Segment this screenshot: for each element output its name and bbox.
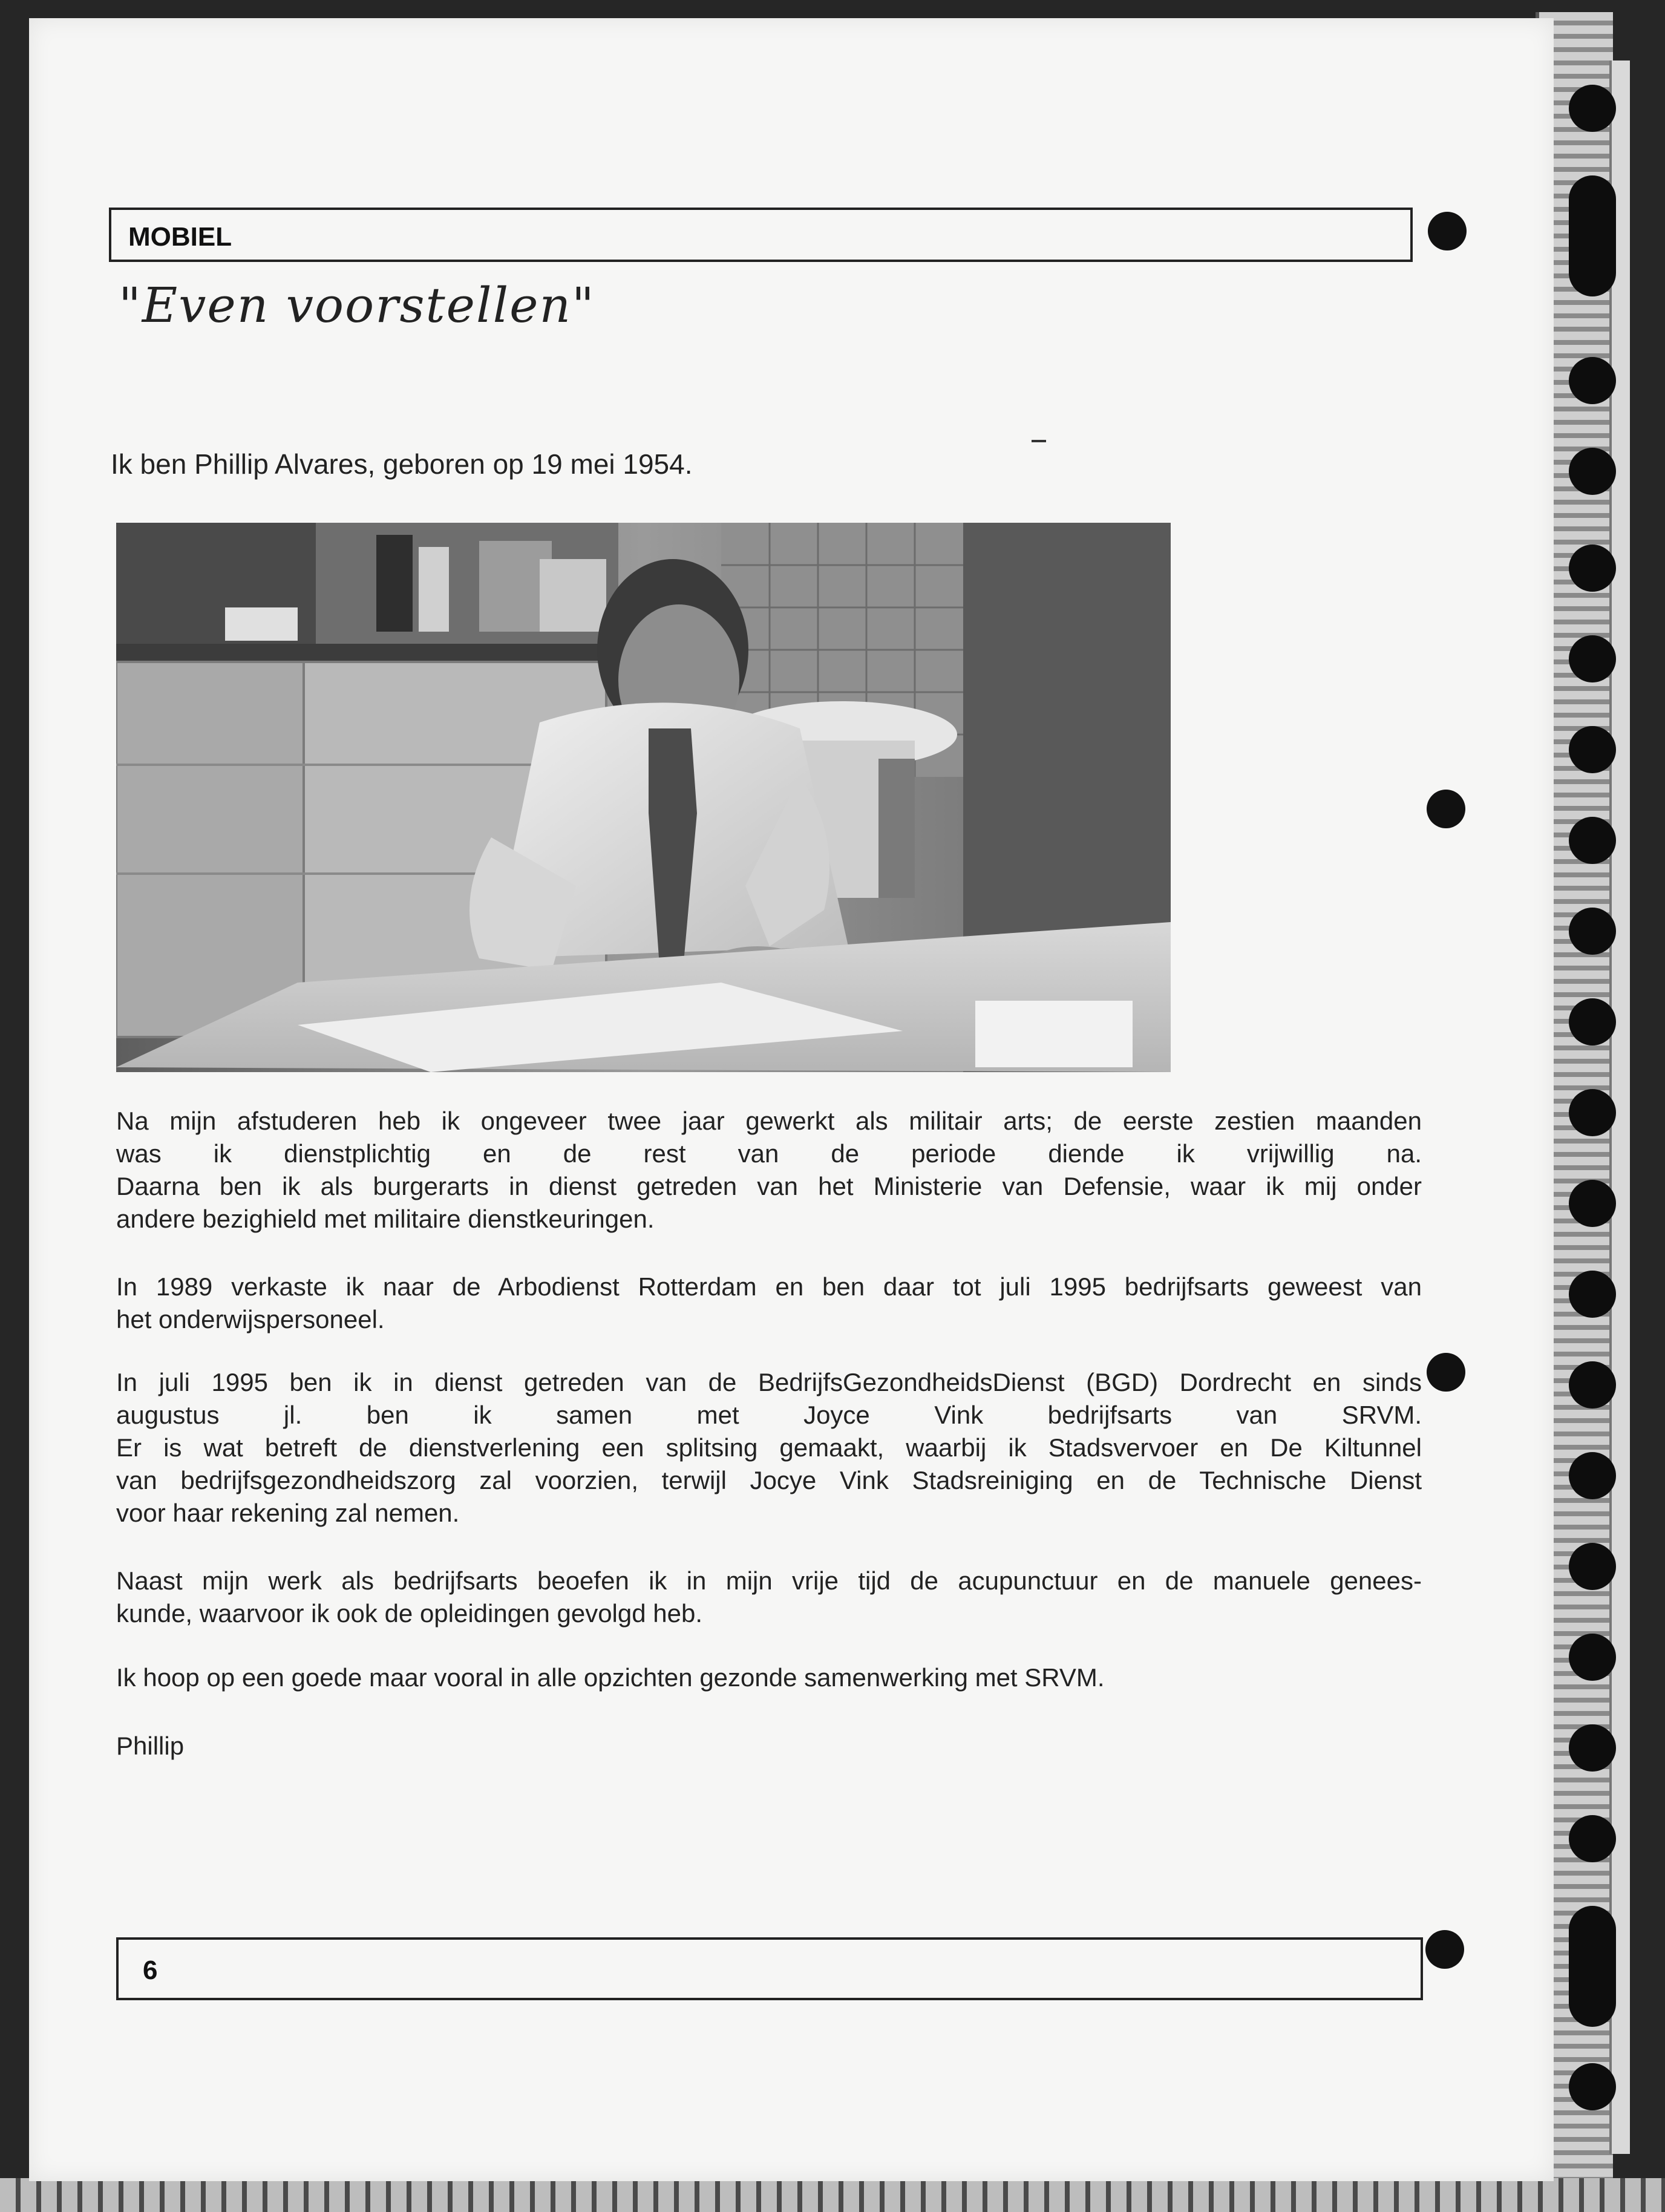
man-at-desk-photo <box>116 523 1171 1072</box>
stray-mark <box>1032 440 1046 442</box>
document-page <box>29 18 1554 2181</box>
sleeve-hole <box>1569 1815 1616 1862</box>
article-heading: "Even voorstellen" <box>119 277 595 333</box>
footer-box <box>116 1937 1423 2000</box>
text-line: In juli 1995 ben ik in dienst getreden van de BedrijfsGezondheidsDienst (BGD) Dordrecht en sinds <box>116 1368 1422 1396</box>
sleeve-hole <box>1569 1634 1616 1681</box>
sleeve-hole <box>1569 2063 1616 2110</box>
text-line: Daarna ben ik als burgerarts in dienst getreden van het Ministerie van Defensie, waar ik mij onder <box>116 1172 1422 1200</box>
text-line: andere bezighield met militaire dienstkeuringen. <box>116 1205 655 1233</box>
text-line: kunde, waarvoor ik ook de opleidingen gevolgd heb. <box>116 1599 703 1628</box>
sleeve-hole <box>1569 998 1616 1045</box>
text-line: was ik dienstplichtig en de rest van de periode diende ik vrijwillig na. <box>116 1139 1422 1168</box>
sleeve-hole <box>1569 908 1616 955</box>
sleeve-hole <box>1569 357 1616 404</box>
sleeve-hole <box>1569 1089 1616 1136</box>
text-line: In 1989 verkaste ik naar de Arbodienst Rotterdam en ben daar tot juli 1995 bedrijfsarts geweest van <box>116 1272 1422 1301</box>
text-line: voor haar rekening zal nemen. <box>116 1499 460 1527</box>
sleeve-slot <box>1569 1906 1616 2027</box>
body-paragraph <box>116 1271 1422 1336</box>
signature-name: Phillip <box>116 1732 185 1760</box>
text-line: van bedrijfsgezondheidszorg zal voorzien, terwijl Jocye Vink Stadsreiniging en de Technische Dienst <box>116 1466 1422 1494</box>
section-label: MOBIEL <box>128 222 232 252</box>
punch-hole <box>1427 790 1465 828</box>
body-paragraph <box>116 1366 1422 1530</box>
page-number: 6 <box>143 1955 158 1985</box>
text-line: augustus jl. ben ik samen met Joyce Vink bedrijfsarts van SRVM. <box>116 1401 1422 1429</box>
sleeve-hole <box>1569 1361 1616 1409</box>
sleeve-hole <box>1569 1724 1616 1772</box>
sheet-protector-bottom-edge <box>0 2178 1665 2212</box>
text-line: Naast mijn werk als bedrijfsarts beoefen ik in mijn vrije tijd de acupunctuur en de manuele genees- <box>116 1566 1422 1595</box>
sleeve-hole <box>1569 1180 1616 1227</box>
intro-sentence: Ik ben Phillip Alvares, geboren op 19 mei 1954. <box>111 448 693 480</box>
sleeve-hole <box>1569 545 1616 592</box>
text-line: Na mijn afstuderen heb ik ongeveer twee jaar gewerkt als militair arts; de eerste zestien maanden <box>116 1107 1422 1135</box>
punch-hole <box>1428 212 1467 250</box>
sleeve-hole <box>1569 817 1616 864</box>
text-line: Er is wat betreft de dienstverlening een splitsing gemaakt, waarbij ik Stadsvervoer en De Kiltunnel <box>116 1433 1422 1462</box>
sleeve-slot <box>1569 175 1616 296</box>
text-line: Ik hoop op een goede maar vooral in alle opzichten gezonde samenwerking met SRVM. <box>116 1663 1105 1692</box>
text-line: het onderwijspersoneel. <box>116 1305 385 1333</box>
punch-hole <box>1427 1353 1465 1392</box>
sleeve-hole <box>1569 85 1616 132</box>
sleeve-hole <box>1569 448 1616 495</box>
sleeve-hole <box>1569 1271 1616 1318</box>
photo-illustration <box>116 523 1171 1072</box>
sleeve-hole <box>1569 635 1616 682</box>
body-paragraph <box>116 1105 1422 1235</box>
body-paragraph <box>116 1661 1422 1694</box>
sleeve-hole <box>1569 726 1616 773</box>
header-box <box>109 208 1413 262</box>
sleeve-hole <box>1569 1452 1616 1499</box>
body-paragraph <box>116 1565 1422 1630</box>
punch-hole <box>1425 1930 1464 1969</box>
sleeve-hole <box>1569 1543 1616 1590</box>
